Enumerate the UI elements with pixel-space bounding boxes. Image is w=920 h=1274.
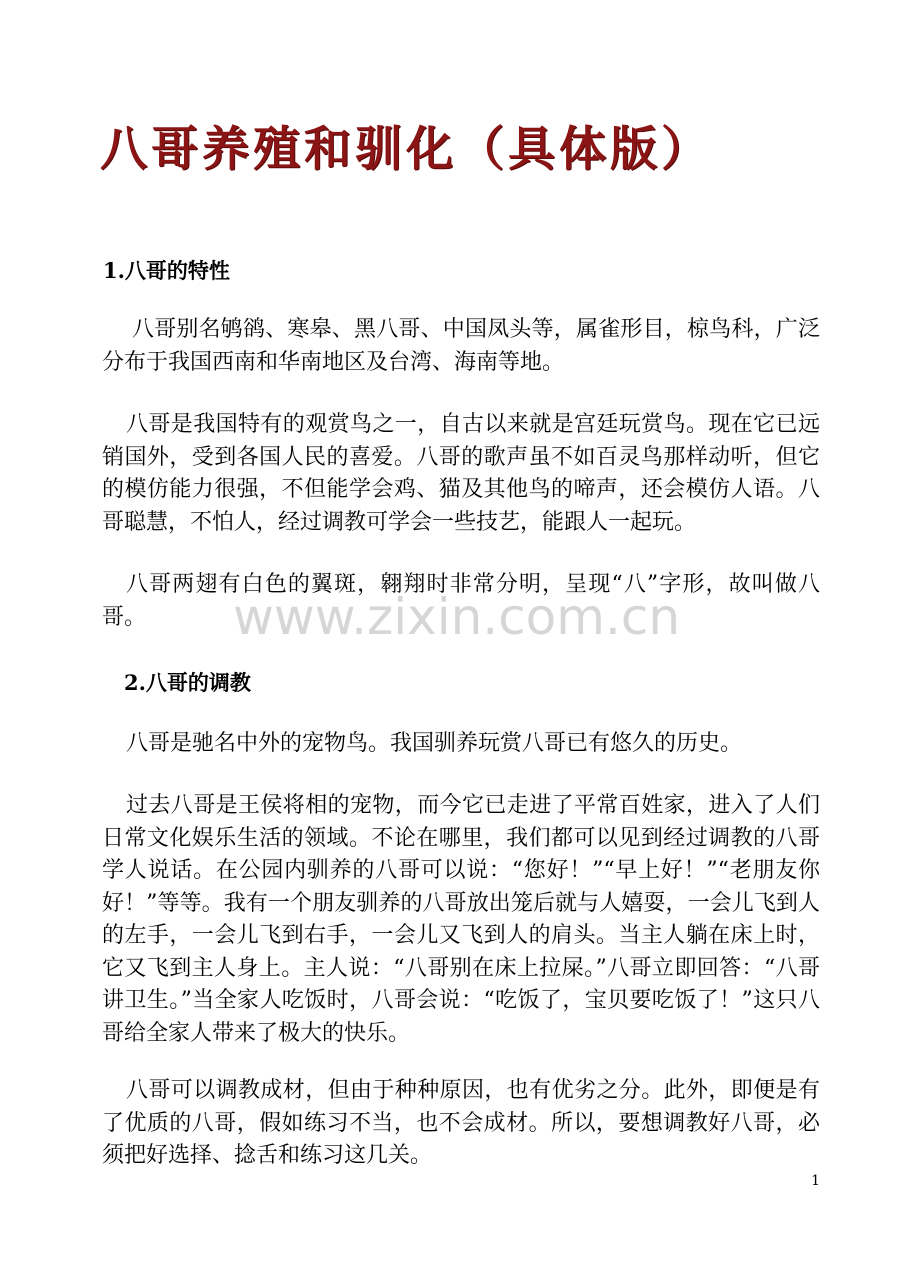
- paragraph: 八哥是我国特有的观赏鸟之一，自古以来就是宫廷玩赏鸟。现在它已远销国外，受到各国人民的喜爱。八哥的歌声虽不如百灵鸟那样动听，但它的模仿能力很强，不但能学会鸡、猫及其他鸟的啼声，还会模仿人语。八哥聪慧，不怕人，经过调教可学会一些技艺，能跟人一起玩。: [102, 412, 820, 535]
- section-heading-training: 2.八哥的调教: [124, 670, 251, 695]
- paragraph: 过去八哥是王侯将相的宠物，而今它已走进了平常百姓家，进入了人们日常文化娱乐生活的领域。不论在哪里，我们都可以见到经过调教的八哥学人说话。在公园内驯养的八哥可以说：“您好！”“早上好！”“老朋友你好！”等等。我有一个朋友驯养的八哥放出笼后就与人嬉耍，一会儿飞到人的左手，一会儿飞到右手，一会儿又飞到人的肩头。当主人躺在床上时，它又飞到主人身上。主人说：“八哥别在床上拉屎。”八哥立即回答：“八哥讲卫生。”当全家人吃饭时，八哥会说：“吃饭了，宝贝要吃饭了！”这只八哥给全家人带来了极大的快乐。: [102, 793, 820, 1046]
- paragraph: 八哥是驰名中外的宠物鸟。我国驯养玩赏八哥已有悠久的历史。: [126, 731, 743, 756]
- paragraph: 八哥可以调教成材，但由于种种原因，也有优劣之分。此外，即便是有了优质的八哥，假如练习不当，也不会成材。所以，要想调教好八哥，必须把好选择、捻舌和练习这几关。: [102, 1078, 820, 1168]
- document-title: 八哥养殖和驯化（具体版）: [100, 122, 712, 177]
- watermark: www.zixin.com.cn: [233, 588, 681, 646]
- section-heading-characteristics: 1.八哥的特性: [103, 258, 230, 283]
- paragraph: 八哥两翅有白色的翼斑，翱翔时非常分明，呈现“八”字形，故叫做八哥。: [102, 572, 820, 630]
- page-number: 1: [811, 1173, 820, 1189]
- paragraph: 八哥别名鸲鹆、寒皋、黑八哥、中国凤头等，属雀形目，椋鸟科，广泛分布于我国西南和华南地区及台湾、海南等地。: [102, 317, 820, 375]
